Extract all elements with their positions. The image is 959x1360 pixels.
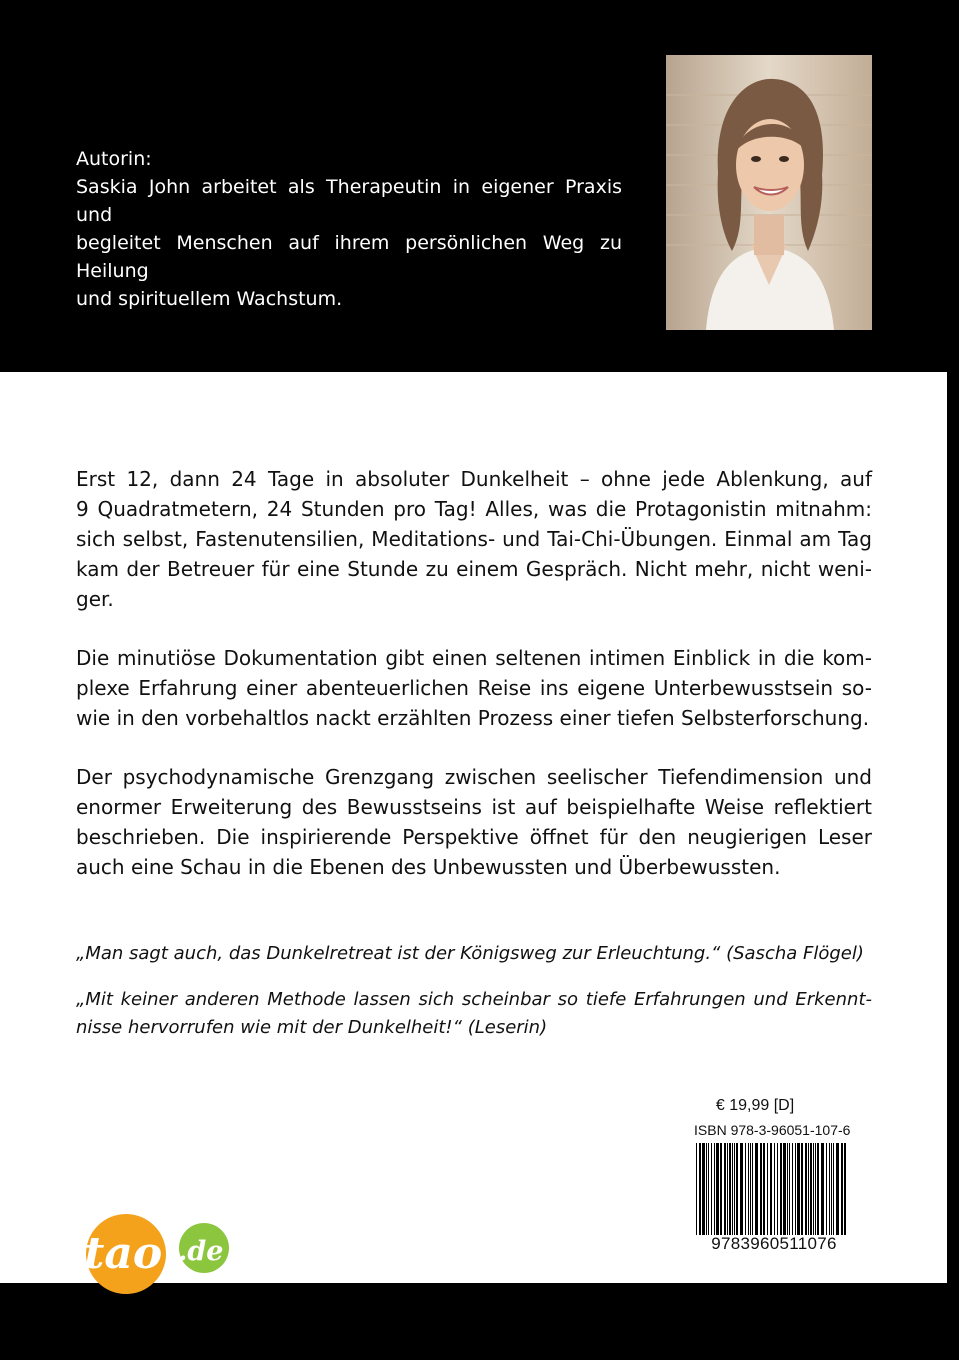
logo-text-de: .de — [178, 1236, 224, 1267]
barcode-number: 9783960511076 — [711, 1234, 837, 1253]
barcode-bar — [752, 1143, 753, 1235]
text-line: enormer Erweiterung des Bewusstseins ist auf beispielhafte Weise reflektiert — [76, 795, 872, 819]
author-bio — [76, 145, 622, 313]
author-bio-line: begleitet Menschen auf ihrem persönlichen Weg zu Heilung — [76, 232, 622, 282]
text-line: sich selbst, Fastenutensilien, Meditations- und Tai-Chi-Übungen. Einmal am Tag — [76, 527, 872, 551]
barcode-bar — [720, 1143, 722, 1235]
text-line: 9 Quadratmetern, 24 Stunden pro Tag! Alles, was die Protagonistin mitnahm: — [76, 497, 872, 521]
text-line: plexe Erfahrung einer abenteuerlichen Reise ins eigene Unterbewusstsein so- — [76, 676, 872, 700]
barcode-bar — [808, 1143, 809, 1235]
barcode-bar — [760, 1143, 762, 1235]
price-label: € 19,99 [D] — [715, 1097, 795, 1114]
barcode-bar — [836, 1143, 839, 1235]
barcode-bar — [748, 1143, 749, 1235]
barcode-bar — [787, 1143, 788, 1235]
barcode-bar — [789, 1143, 790, 1235]
text-line: Der psychodynamische Grenzgang zwischen seelischer Tiefendimension und — [76, 765, 872, 789]
barcode-bar — [696, 1143, 697, 1235]
barcode-bar — [797, 1143, 800, 1235]
blurb-text — [76, 464, 872, 911]
barcode-bar — [763, 1143, 765, 1235]
author-heading: Autorin: — [76, 148, 152, 170]
right-edge-strip — [947, 372, 959, 1360]
barcode-bar — [795, 1143, 796, 1235]
barcode-bar — [821, 1143, 824, 1235]
barcode-bar — [740, 1143, 743, 1235]
barcode-bar — [792, 1143, 793, 1235]
text-line: beschrieben. Die inspirierende Perspektive öffnet für den neugierigen Leser — [76, 825, 872, 849]
barcode-bar — [844, 1143, 846, 1235]
barcode-bar — [727, 1143, 728, 1235]
text-line: auch eine Schau in die Ebenen des Unbewussten und Überbewussten. — [76, 855, 781, 879]
barcode-bar — [745, 1143, 746, 1235]
quote-line: nisse hervorrufen wie mit der Dunkelheit!“ (Leserin) — [76, 1017, 548, 1038]
blurb-paragraph — [76, 643, 872, 733]
barcode-bar — [750, 1143, 751, 1235]
text-line: Die minutiöse Dokumentation gibt einen seltenen intimen Einblick in die kom- — [76, 646, 872, 670]
barcode-bar — [708, 1143, 709, 1235]
barcode-bar — [736, 1143, 738, 1235]
isbn-label: ISBN 978-3-96051-107-6 — [694, 1122, 851, 1138]
barcode-bar — [805, 1143, 807, 1235]
barcode-bar — [817, 1143, 819, 1235]
barcode-bar — [826, 1143, 827, 1235]
blurb-paragraph — [76, 464, 872, 614]
quote — [76, 940, 872, 968]
barcode-bar — [711, 1143, 712, 1235]
barcode-bar — [831, 1143, 832, 1235]
barcode-bar — [770, 1143, 772, 1235]
barcode-bar — [783, 1143, 786, 1235]
barcode-bar — [702, 1143, 705, 1235]
barcode-bar — [734, 1143, 735, 1235]
barcode-bar — [841, 1143, 843, 1235]
barcode-bar — [810, 1143, 812, 1235]
barcode-bar — [732, 1143, 733, 1235]
review-quotes — [76, 940, 872, 1060]
text-line: kam der Betreuer für eine Stunde zu einem Gespräch. Nicht mehr, nicht weni- — [76, 557, 872, 581]
barcode-bar — [815, 1143, 816, 1235]
barcode-bar — [714, 1143, 715, 1235]
author-bio-line: Saskia John arbeitet als Therapeutin in eigener Praxis und — [76, 176, 622, 226]
publisher-logo — [80, 1208, 232, 1298]
barcode — [694, 1143, 850, 1235]
barcode-bar — [774, 1143, 775, 1235]
barcode-bar — [699, 1143, 701, 1235]
barcode-bar — [829, 1143, 830, 1235]
blurb-paragraph — [76, 762, 872, 882]
author-bio-line: und spirituellem Wachstum. — [76, 288, 343, 310]
author-photo — [666, 55, 872, 330]
barcode-bar — [767, 1143, 768, 1235]
logo-text-tao: tao — [84, 1228, 163, 1279]
barcode-bar — [716, 1143, 719, 1235]
barcode-bar — [813, 1143, 814, 1235]
quote-line: „Mit keiner anderen Methode lassen sich scheinbar so tiefe Erfahrungen und Erkennt- — [76, 989, 872, 1010]
barcode-bar — [780, 1143, 782, 1235]
barcode-bar — [724, 1143, 726, 1235]
barcode-bar — [833, 1143, 834, 1235]
barcode-bar — [706, 1143, 707, 1235]
text-line: wie in den vorbehaltlos nackt erzählten Prozess einer tiefen Selbsterforschung. — [76, 706, 870, 730]
barcode-bar — [801, 1143, 803, 1235]
quote-line: „Man sagt auch, das Dunkelretreat ist der Königsweg zur Erleuchtung.“ (Sascha Flögel) — [76, 943, 864, 964]
barcode-bar — [755, 1143, 758, 1235]
text-line: Erst 12, dann 24 Tage in absoluter Dunkelheit – ohne jede Ablenkung, auf — [76, 467, 872, 491]
barcode-bar — [777, 1143, 778, 1235]
quote — [76, 986, 872, 1042]
barcode-bar — [729, 1143, 731, 1235]
text-line: ger. — [76, 587, 114, 611]
